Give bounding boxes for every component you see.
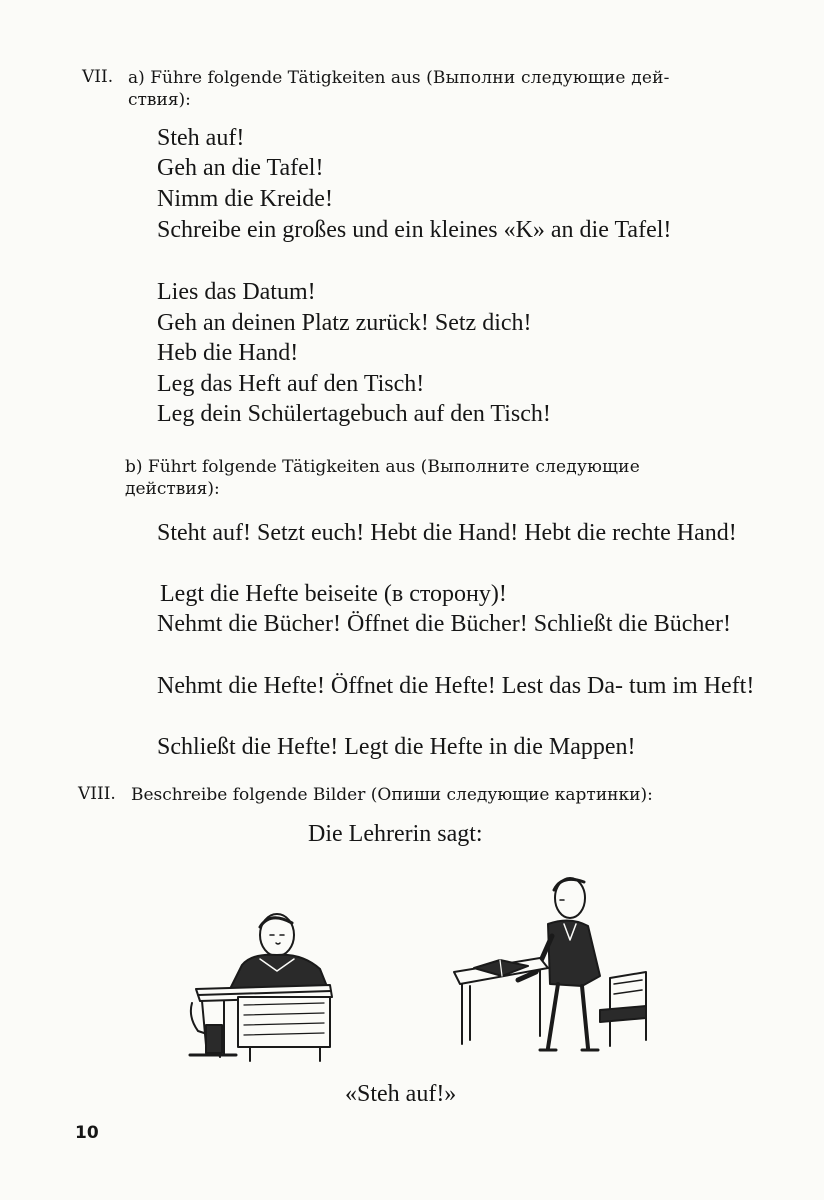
command-line: Leg das Heft auf den Tisch! bbox=[157, 371, 425, 397]
page-number: 10 bbox=[75, 1123, 99, 1143]
command-line: Legt die Hefte beiseite (в сторону)! bbox=[160, 581, 507, 607]
instruction-russian-continued: ствия): bbox=[128, 90, 191, 110]
illustration-seated-pupil bbox=[180, 905, 350, 1065]
exercise-8-caption: «Steh auf!» bbox=[345, 1081, 457, 1107]
instruction-german: Führt folgende Tätigkeiten aus bbox=[147, 457, 416, 477]
command-line: Geh an die Tafel! bbox=[157, 155, 324, 181]
command-line: Heb die Hand! bbox=[157, 340, 299, 366]
command-line: Nimm die Kreide! bbox=[157, 186, 333, 212]
instruction-russian: (Выполни следующие дей- bbox=[426, 68, 670, 88]
command-line: Leg dein Schülertagebuch auf den Tisch! bbox=[157, 401, 551, 427]
exercise-7a-label: a) bbox=[128, 68, 145, 88]
exercise-7b-instruction bbox=[125, 456, 738, 500]
command-line: Lies das Datum! bbox=[157, 279, 316, 305]
instruction-russian: (Выполните следующие bbox=[420, 457, 640, 477]
command-line: Schließt die Hefte! Legt die Hefte in die Mappen! bbox=[157, 734, 636, 760]
exercise-8-subtitle: Die Lehrerin sagt: bbox=[308, 821, 483, 847]
instruction-russian-continued: действия): bbox=[125, 479, 220, 499]
command-line: Steht auf! Setzt euch! Hebt die Hand! Hebt die rechte Hand! bbox=[157, 520, 737, 546]
illustration-standing-pupil bbox=[450, 868, 660, 1058]
exercise-8-number: VIII. bbox=[78, 784, 116, 804]
instruction-german: Führe folgende Tätigkeiten aus bbox=[150, 68, 421, 88]
exercise-7a-instruction bbox=[128, 67, 740, 111]
command-line: Steh auf! bbox=[157, 125, 245, 151]
exercise-7-number: VII. bbox=[82, 67, 114, 87]
command-line: Schreibe ein großes und ein kleines «K» an die Tafel! bbox=[157, 217, 672, 243]
exercise-7b-label: b) bbox=[125, 457, 143, 477]
command-line: Nehmt die Bücher! Öffnet die Bücher! Schließt die Bücher! bbox=[157, 611, 732, 637]
command-line: Geh an deinen Platz zurück! Setz dich! bbox=[157, 310, 532, 336]
exercise-8-instruction: Beschreibe folgende Bilder (Опиши следующие картинки): bbox=[131, 785, 653, 805]
command-line: Nehmt die Hefte! Öffnet die Hefte! Lest das Da- tum im Heft! bbox=[157, 673, 755, 699]
